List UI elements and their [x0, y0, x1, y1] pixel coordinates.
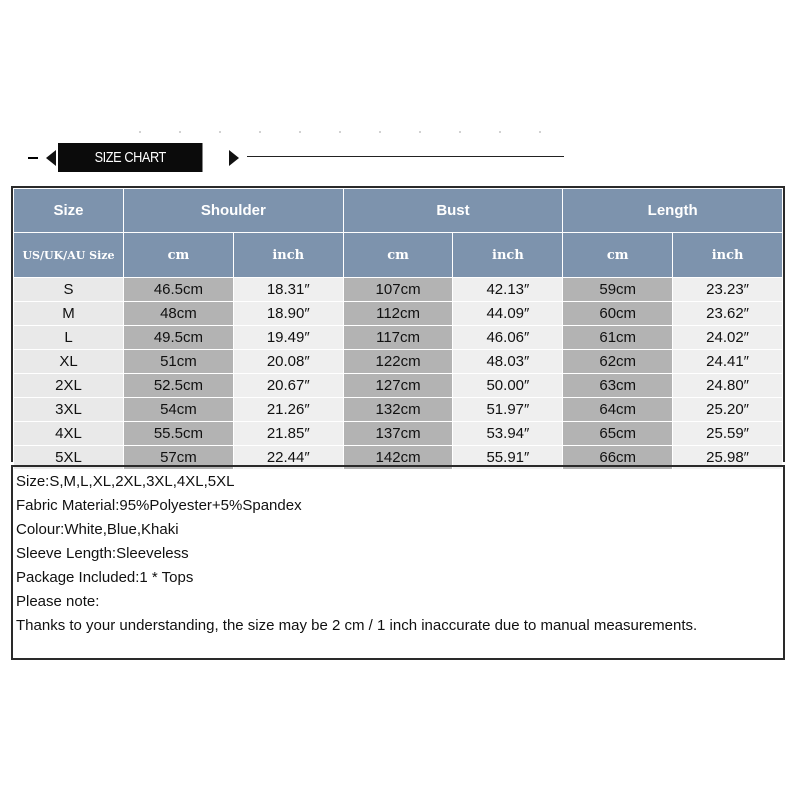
size-cell: XL	[14, 350, 124, 374]
table-row	[14, 326, 783, 350]
unit-header-cm: cm	[563, 233, 673, 278]
length-inch-cell: 23.23″	[673, 278, 783, 302]
note-sleeve: Sleeve Length:Sleeveless	[16, 545, 189, 562]
unit-header-inch: inch	[233, 233, 343, 278]
shoulder-inch-cell: 22.44″	[233, 446, 343, 470]
shoulder-cm-cell: 48cm	[124, 302, 234, 326]
bust-cm-cell: 107cm	[343, 278, 453, 302]
bust-cm-cell: 112cm	[343, 302, 453, 326]
bust-cm-cell: 142cm	[343, 446, 453, 470]
size-cell: L	[14, 326, 124, 350]
unit-header-cm: cm	[124, 233, 234, 278]
shoulder-cm-cell: 54cm	[124, 398, 234, 422]
length-inch-cell: 23.62″	[673, 302, 783, 326]
shoulder-inch-cell: 21.85″	[233, 422, 343, 446]
length-inch-cell: 25.59″	[673, 422, 783, 446]
group-header-row	[14, 189, 783, 233]
length-cm-cell: 63cm	[563, 374, 673, 398]
bust-inch-cell: 44.09″	[453, 302, 563, 326]
bust-cm-cell: 117cm	[343, 326, 453, 350]
shoulder-cm-cell: 49.5cm	[124, 326, 234, 350]
length-inch-cell: 25.20″	[673, 398, 783, 422]
length-inch-cell: 24.02″	[673, 326, 783, 350]
size-cell: 3XL	[14, 398, 124, 422]
shoulder-inch-cell: 21.26″	[233, 398, 343, 422]
note-sizes: Size:S,M,L,XL,2XL,3XL,4XL,5XL	[16, 473, 235, 490]
group-header-length: Length	[563, 189, 783, 233]
header-dash	[28, 157, 38, 159]
size-cell: 4XL	[14, 422, 124, 446]
bust-inch-cell: 51.97″	[453, 398, 563, 422]
dotted-line	[120, 131, 570, 133]
length-cm-cell: 59cm	[563, 278, 673, 302]
table-row	[14, 302, 783, 326]
banner-left-arrow	[46, 150, 56, 166]
size-cell: M	[14, 302, 124, 326]
length-cm-cell: 60cm	[563, 302, 673, 326]
bust-cm-cell: 137cm	[343, 422, 453, 446]
bust-cm-cell: 122cm	[343, 350, 453, 374]
length-cm-cell: 65cm	[563, 422, 673, 446]
group-header-bust: Bust	[343, 189, 563, 233]
shoulder-inch-cell: 18.31″	[233, 278, 343, 302]
length-inch-cell: 24.41″	[673, 350, 783, 374]
header-rule	[247, 156, 564, 157]
unit-header-size-system: US/UK/AU Size	[14, 233, 124, 278]
bust-cm-cell: 132cm	[343, 398, 453, 422]
shoulder-cm-cell: 52.5cm	[124, 374, 234, 398]
length-cm-cell: 66cm	[563, 446, 673, 470]
group-header-shoulder: Shoulder	[124, 189, 344, 233]
unit-header-inch: inch	[673, 233, 783, 278]
length-cm-cell: 62cm	[563, 350, 673, 374]
group-header-size: Size	[14, 189, 124, 233]
banner-right-arrow	[229, 150, 239, 166]
note-colour: Colour:White,Blue,Khaki	[16, 521, 179, 538]
size-cell: 2XL	[14, 374, 124, 398]
shoulder-inch-cell: 18.90″	[233, 302, 343, 326]
shoulder-cm-cell: 46.5cm	[124, 278, 234, 302]
bust-inch-cell: 53.94″	[453, 422, 563, 446]
unit-header-inch: inch	[453, 233, 563, 278]
shoulder-cm-cell: 57cm	[124, 446, 234, 470]
table-row	[14, 350, 783, 374]
note-package: Package Included:1 * Tops	[16, 569, 194, 586]
bust-inch-cell: 55.91″	[453, 446, 563, 470]
length-inch-cell: 24.80″	[673, 374, 783, 398]
table-row	[14, 422, 783, 446]
bust-inch-cell: 50.00″	[453, 374, 563, 398]
shoulder-inch-cell: 20.08″	[233, 350, 343, 374]
shoulder-inch-cell: 20.67″	[233, 374, 343, 398]
length-cm-cell: 61cm	[563, 326, 673, 350]
product-notes	[11, 465, 785, 660]
bust-inch-cell: 48.03″	[453, 350, 563, 374]
bust-cm-cell: 127cm	[343, 374, 453, 398]
note-heading: Please note:	[16, 593, 100, 610]
shoulder-cm-cell: 55.5cm	[124, 422, 234, 446]
bust-inch-cell: 46.06″	[453, 326, 563, 350]
note-fabric: Fabric Material:95%Polyester+5%Spandex	[16, 497, 302, 514]
table-row	[14, 398, 783, 422]
table-row	[14, 374, 783, 398]
length-inch-cell: 25.98″	[673, 446, 783, 470]
shoulder-cm-cell: 51cm	[124, 350, 234, 374]
size-chart-banner: SIZE CHART	[58, 143, 203, 172]
unit-header-cm: cm	[343, 233, 453, 278]
table-row	[14, 278, 783, 302]
size-cell: 5XL	[14, 446, 124, 470]
note-disclaimer: Thanks to your understanding, the size may be 2 cm / 1 inch inaccurate due to manual measurements.	[16, 617, 698, 634]
size-chart-table	[11, 186, 785, 466]
size-cell: S	[14, 278, 124, 302]
length-cm-cell: 64cm	[563, 398, 673, 422]
bust-inch-cell: 42.13″	[453, 278, 563, 302]
unit-header-row	[14, 233, 783, 278]
shoulder-inch-cell: 19.49″	[233, 326, 343, 350]
